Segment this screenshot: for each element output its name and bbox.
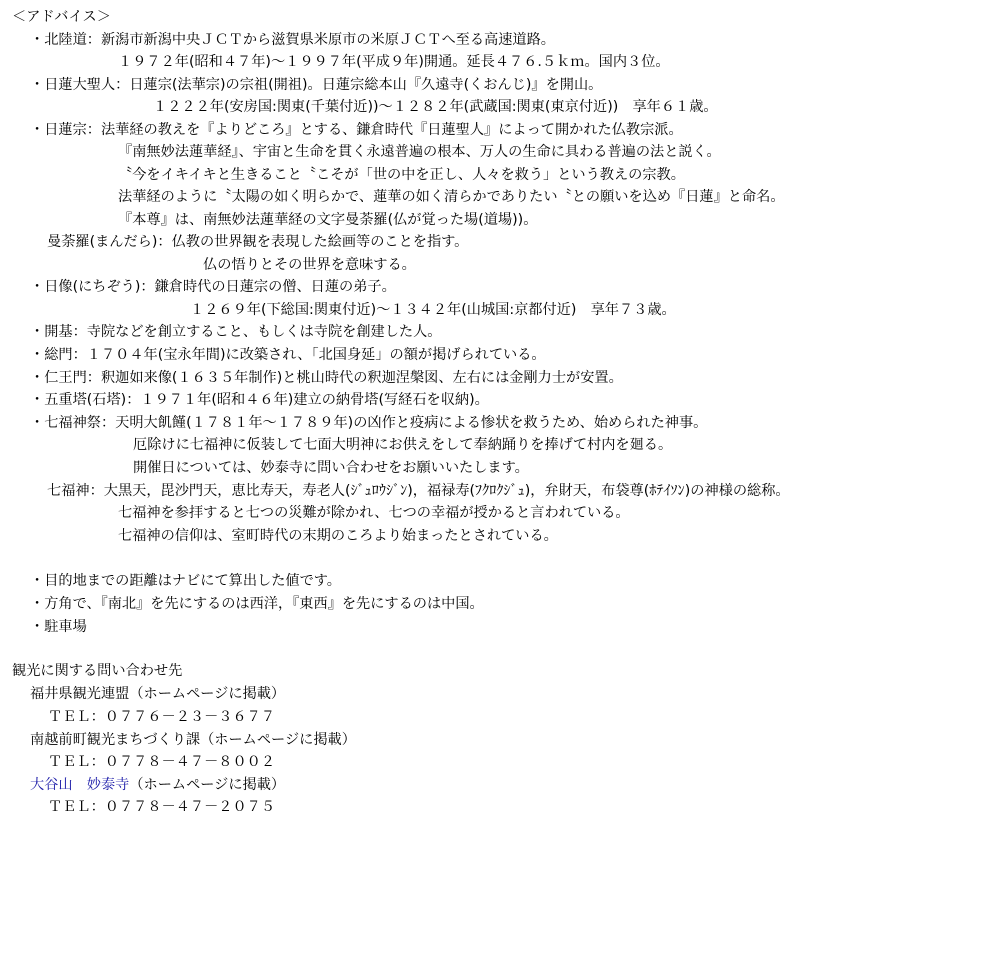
contact-name: 福井県観光連盟 — [30, 686, 130, 702]
nichiren-shu-line-1: ・日蓮宗：法華経の教えを『よりどころ』とする、鎌倉時代『日蓮聖人』によって開かれた仏教宗派。 — [30, 122, 683, 138]
nichiren-shonin-line-1: ・日蓮大聖人：日蓮宗(法華宗)の宗祖(開祖)。日蓮宗総本山『久遠寺(くおんじ)』を開山。 — [30, 77, 603, 93]
nichiren-shu-line-4: 法華経のように〝太陽の如く明らかで、蓮華の如く清らかでありたい〝との願いを込め『日蓮』と命名。 — [118, 189, 785, 205]
shichifukujin-line-3: 七福神の信仰は、室町時代の末期のころより始まったとされている。 — [118, 528, 558, 544]
contact-entry-minamiechizen — [30, 730, 356, 750]
nichiren-shu-line-2: 『南無妙法蓮華経』、宇宙と生命を貫く永遠普遍の根本、万人の生命に具わる普遍の法と説く。 — [118, 144, 721, 160]
nichizo-line-1: ・日像(にちぞう)：鎌倉時代の日蓮宗の僧、日蓮の弟子。 — [30, 279, 396, 295]
note-distance: ・目的地までの距離はナビにて算出した値です。 — [30, 573, 341, 589]
nichiren-shonin-line-2: １２２２年(安房国:関東(千葉付近))～１２８２年(武蔵国:関東(東京付近)) 享年６１歳。 — [153, 99, 718, 115]
gojunoto-line: ・五重塔(石塔)：１９７１年(昭和４６年)建立の納骨塔(写経石を収納)。 — [30, 392, 489, 408]
contact-note: （ホームページに掲載） — [200, 732, 356, 748]
note-direction: ・方角で、『南北』を先にするのは西洋，『東西』を先にするのは中国。 — [30, 596, 484, 612]
contact-heading: 観光に関する問い合わせ先 — [12, 663, 183, 679]
contact-tel-fukui: ＴＥＬ：０７７６－２３－３６７７ — [48, 709, 276, 725]
contact-note: （ホームページに掲載） — [129, 686, 286, 702]
contact-tel-minamiechizen: ＴＥＬ：０７７８－４７－８００２ — [48, 754, 276, 770]
kaiki-line: ・開基：寺院などを創立すること、もしくは寺院を創建した人。 — [30, 324, 442, 340]
contact-entry-myotaiji — [30, 775, 285, 795]
niomon-line: ・仁王門：釈迦如来像(１６３５年制作)と桃山時代の釈迦涅槃図、左右には金剛力士が安置。 — [30, 370, 623, 386]
mandala-line-2: 仏の悟りとその世界を意味する。 — [203, 257, 416, 273]
hokuriku-line-2: １９７２年(昭和４７年)～１９９７年(平成９年)開通。延長４７６.５ｋｍ。国内３位。 — [118, 54, 670, 70]
contact-entry-fukui — [30, 684, 285, 704]
mandala-line-1: 曼荼羅(まんだら)：仏教の世界観を表現した絵画等のことを指す。 — [47, 234, 469, 250]
shichifukujin-sai-line-3: 開催日については、妙泰寺に問い合わせをお願いいたします。 — [133, 460, 529, 476]
nichiren-shu-line-3: 〝今をイキイキと生きること〝こそが「世の中を正し、人々を救う」という教えの宗教。 — [118, 167, 685, 183]
soumon-line: ・総門：１７０４年(宝永年間)に改築され、「北国身延」の額が掲げられている。 — [30, 347, 546, 363]
note-parking: ・駐車場 — [30, 619, 87, 635]
shichifukujin-line-2: 七福神を参拝すると七つの災難が除かれ、七つの幸福が授かると言われている。 — [118, 505, 630, 521]
shichifukujin-sai-line-2: 厄除けに七福神に仮装して七面大明神にお供えをして奉納踊りを捧げて村内を廻る。 — [133, 437, 673, 453]
nichiren-shu-line-5: 『本尊』は、南無妙法蓮華経の文字曼荼羅(仏が覚った場(道場))。 — [118, 212, 538, 228]
myotaiji-link[interactable]: 大谷山 妙泰寺 — [30, 777, 130, 793]
shichifukujin-line-1: 七福神：大黒天，毘沙門天，恵比寿天，寿老人(ｼﾞｭﾛｳｼﾞﾝ)，福禄寿(ﾌｸﾛｸｼﾞｭ)，弁財天，布袋尊(ﾎﾃｲｿﾝ)の神様の総称。 — [47, 483, 790, 499]
contact-tel-myotaiji: ＴＥＬ：０７７８－４７－２０７５ — [48, 799, 276, 815]
contact-name: 南越前町観光まちづくり課 — [30, 732, 201, 748]
hokuriku-line-1: ・北陸道：新潟市新潟中央ＪＣＴから滋賀県米原市の米原ＪＣＴへ至る高速道路。 — [30, 32, 555, 48]
nichizo-line-2: １２６９年(下総国:関東付近)～１３４２年(山城国:京都付近) 享年７３歳。 — [190, 302, 676, 318]
contact-note: （ホームページに掲載） — [129, 777, 286, 793]
advice-heading: ＜アドバイス＞ — [12, 9, 111, 25]
shichifukujin-sai-line-1: ・七福神祭：天明大飢饉(１７８１年～１７８９年)の凶作と疫病による惨状を救うため、始められた神事。 — [30, 415, 708, 431]
